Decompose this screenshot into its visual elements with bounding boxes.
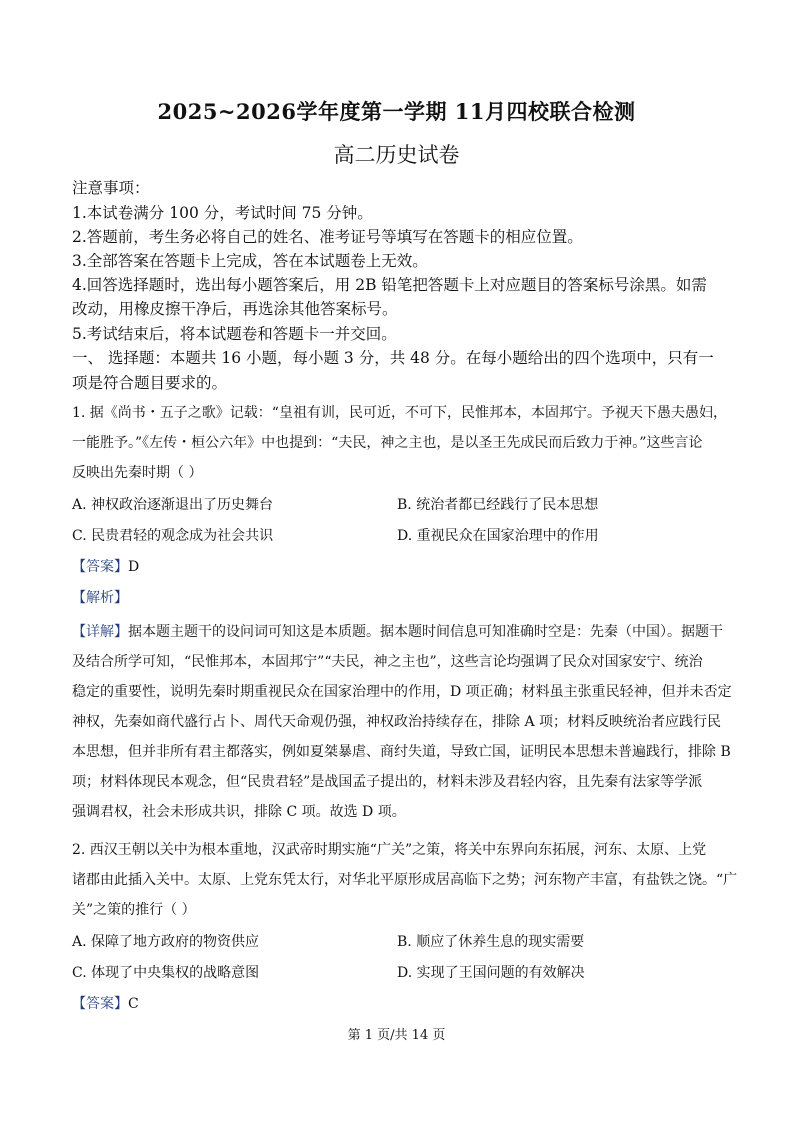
q2-answer — [72, 993, 139, 1013]
q1-detail: 强调君权，社会未形成共识，排除 C 项。故选 D 项。 — [72, 804, 406, 820]
q1-option-c: C. 民贵君轻的观念成为社会共识 — [72, 528, 274, 544]
notice-item: 5.考试结束后，将本试题卷和答题卡一并交回。 — [72, 325, 397, 343]
exam-subtitle: 高二历史试卷 — [333, 143, 460, 167]
answer-label: 【答案】 — [72, 559, 128, 575]
notice-item: 3.全部答案在答题卡上完成，答在本试题卷上无效。 — [72, 252, 428, 270]
q1-option-a: A. 神权政治逐渐退出了历史舞台 — [72, 497, 274, 513]
q2-stem: 关”之策的推行（ ） — [72, 902, 196, 918]
section-heading: 一、 选择题：本题共 16 小题，每小题 3 分，共 48 分。在每小题给出的四个选项中，只有一 — [72, 349, 714, 367]
q1-stem: 反映出先秦时期（ ） — [72, 465, 203, 481]
q1-option-b: B. 统治者都已经践行了民本思想 — [397, 497, 599, 513]
detail-label: 【详解】 — [72, 624, 128, 640]
q1-detail: 【详解】据本题主题干的设问词可知这是本质题。据本题时间信息可知准确时空是：先秦（中国）。据题干 — [72, 624, 723, 640]
q1-answer — [72, 556, 139, 576]
exam-title: 2025~2026学年度第一学期 11月四校联合检测 — [157, 99, 636, 124]
q2-option-d: D. 实现了王国问题的有效解决 — [397, 965, 585, 981]
q1-option-d: D. 重视民众在国家治理中的作用 — [397, 528, 599, 544]
page-footer: 第 1 页/共 14 页 — [347, 1028, 446, 1043]
answer-label: 【答案】 — [72, 996, 128, 1012]
q2-stem: 2. 西汉王朝以关中为根本重地，汉武帝时期实施“广关”之策，将关中东界向东拓展，河东、太原、上党 — [72, 842, 707, 858]
q1-stem: 一能胜予。”《左传・桓公六年》中也提到：“夫民，神之主也，是以圣王先成民而后致力于神。”这些言论 — [72, 435, 703, 451]
q1-detail: 及结合所学可知，“民惟邦本，本固邦宁”“夫民，神之主也”，这些言论均强调了民众对国家安宁、统治 — [72, 654, 703, 670]
notice-item: 4.回答选择题时，选出每小题答案后，用 2B 铅笔把答题卡上对应题目的答案标号涂黑。如需 — [72, 276, 707, 294]
q2-option-b: B. 顺应了休养生息的现实需要 — [397, 934, 585, 950]
q1-stem: 1. 据《尚书・五子之歌》记载：“皇祖有训，民可近，不可下，民惟邦本，本固邦宁。予视天下愚夫愚妇， — [72, 405, 727, 421]
q1-detail: 稳定的重要性，说明先秦时期重视民众在国家治理中的作用，D 项正确；材料虽主张重民轻神，但并未否定 — [72, 684, 732, 700]
notice-heading: 注意事项： — [72, 179, 150, 197]
notice-item: 1.本试卷满分 100 分，考试时间 75 分钟。 — [72, 204, 373, 222]
q1-detail: 本思想，但并非所有君主都落实，例如夏桀暴虐、商纣失道，导致亡国，证明民本思想未普遍践行，排除 B — [72, 744, 731, 760]
notice-item: 改动，用橡皮擦干净后，再选涂其他答案标号。 — [72, 300, 398, 318]
q2-option-c: C. 体现了中央集权的战略意图 — [72, 965, 260, 981]
q1-detail: 项；材料体现民本观念，但“民贵君轻”是战国孟子提出的，材料未涉及君轻内容，且先秦有法家等学派 — [72, 774, 703, 790]
q2-option-a: A. 保障了地方政府的物资供应 — [72, 934, 260, 950]
answer-value: D — [128, 559, 140, 575]
q1-analysis-label: 【解析】 — [72, 590, 128, 606]
answer-value: C — [128, 996, 139, 1012]
q1-detail: 神权，先秦如商代盛行占卜、周代天命观仍强，神权政治持续存在，排除 A 项；材料反映统治者应践行民 — [72, 714, 722, 730]
section-heading: 项是符合题目要求的。 — [72, 374, 228, 392]
q2-stem: 诸郡由此插入关中。太原、上党东凭太行，对华北平原形成居高临下之势；河东物产丰富，有盐铁之饶。“广 — [72, 872, 738, 888]
notice-item: 2.答题前，考生务必将自己的姓名、准考证号等填写在答题卡的相应位置。 — [72, 228, 583, 246]
